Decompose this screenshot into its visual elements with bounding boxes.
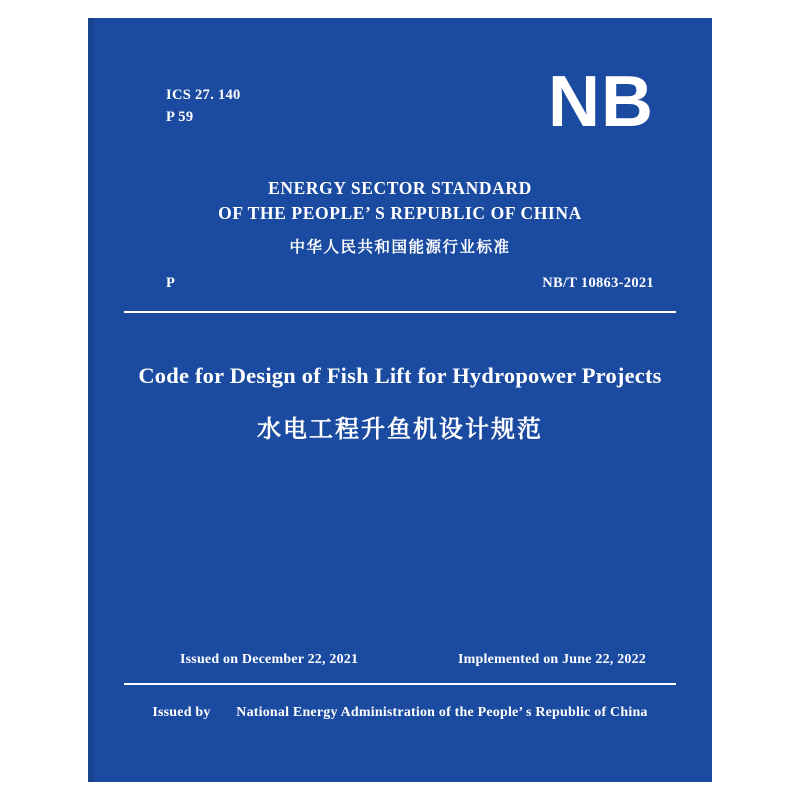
standard-title-chinese: 中华人民共和国能源行业标准 — [289, 237, 511, 256]
standard-number: NB/T 10863-2021 — [542, 275, 654, 291]
standard-title-line-1: ENERGY SECTOR STANDARD — [268, 178, 532, 198]
divider-top — [124, 311, 676, 313]
divider-bottom — [124, 683, 676, 685]
standard-title-line-2: OF THE PEOPLE’ S REPUBLIC OF CHINA — [218, 203, 582, 224]
ics-classification-block — [166, 84, 241, 129]
issued-by-label: Issued by — [152, 705, 211, 720]
standard-cover — [88, 18, 712, 782]
category-letter: P — [166, 275, 176, 291]
standard-authority-title — [88, 176, 712, 257]
issued-by-organization: National Energy Administration of the People’ s Republic of China — [236, 705, 648, 720]
issued-date: Issued on December 22, 2021 — [180, 652, 359, 667]
ics-number: ICS 27. 140 — [166, 87, 241, 103]
classification-code: P 59 — [166, 109, 194, 126]
issuer-row — [88, 705, 712, 721]
document-title-block — [88, 363, 712, 444]
document-title-english: Code for Design of Fish Lift for Hydropower Projects — [138, 363, 662, 388]
dates-row — [180, 652, 646, 668]
implemented-date: Implemented on June 22, 2022 — [458, 652, 646, 667]
standard-code-row — [166, 275, 654, 292]
document-title-chinese: 水电工程升鱼机设计规范 — [257, 415, 543, 443]
nb-logo: NB — [548, 62, 654, 142]
